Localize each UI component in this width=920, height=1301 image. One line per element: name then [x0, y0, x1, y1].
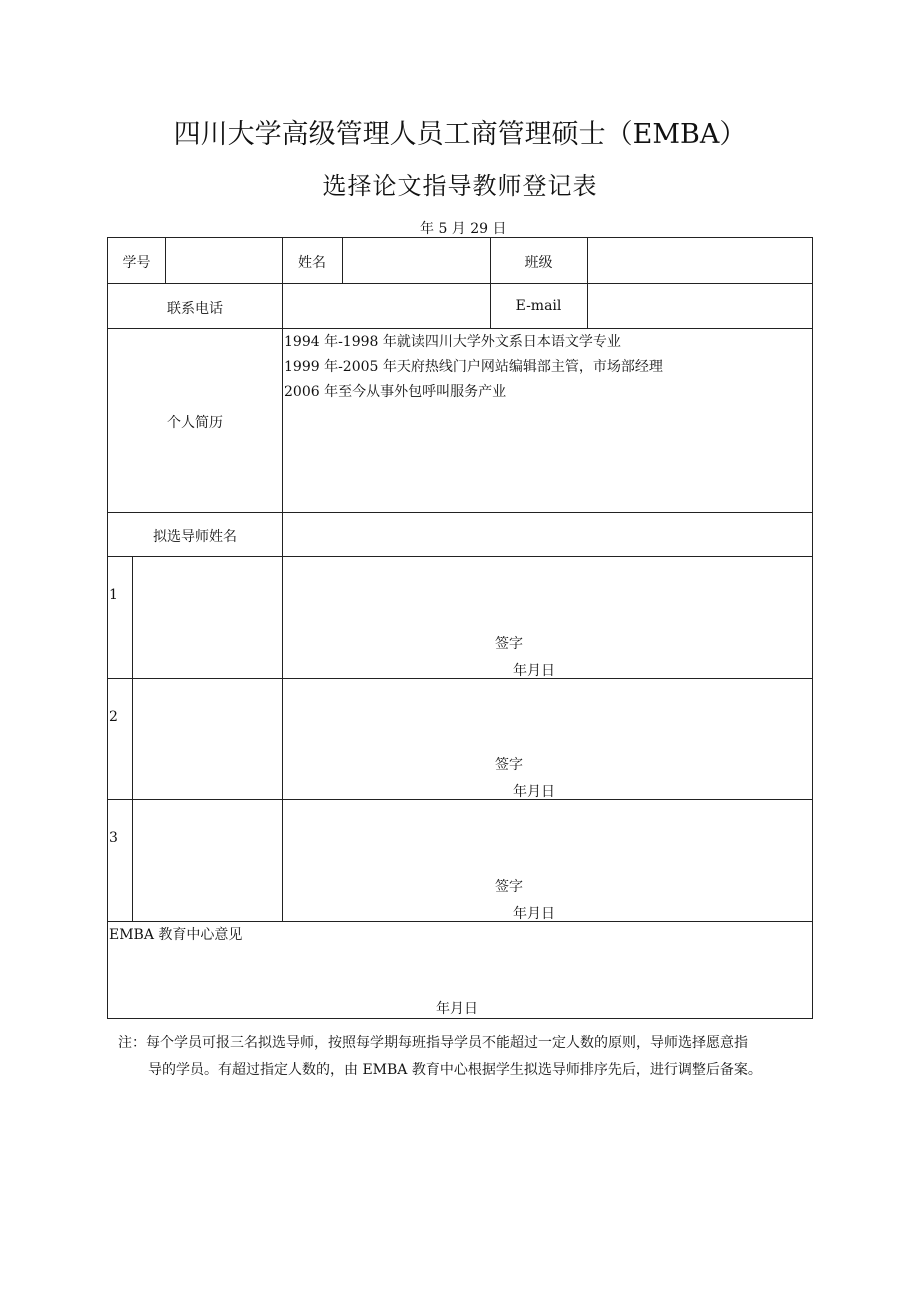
- class-label: 班级: [524, 255, 553, 271]
- choice-number: 1: [109, 587, 118, 603]
- signature-label: 签字: [495, 879, 523, 895]
- resume-line: 2006 年至今从事外包呼叫服务产业: [284, 384, 507, 400]
- footnote-line: 注：每个学员可报三名拟选导师，按照每学期每班指导学员不能超过一定人数的原则，导师选择愿意指: [118, 1035, 748, 1051]
- center-opinion-label: EMBA 教育中心意见: [109, 927, 243, 943]
- name-label: 姓名: [298, 255, 326, 271]
- phone-label: 联系电话: [167, 301, 223, 317]
- col-divider: [587, 238, 588, 328]
- signature-date: 年月日: [513, 784, 555, 800]
- advisor-name-label: 拟选导师姓名: [153, 529, 237, 545]
- footnote: [118, 1030, 818, 1084]
- row-divider: [108, 328, 812, 329]
- resume-label: 个人简历: [167, 415, 223, 431]
- col-divider: [132, 556, 133, 921]
- form-date: 年 5 月 29 日: [420, 221, 507, 237]
- center-opinion-date: 年月日: [436, 1001, 478, 1017]
- row-divider: [108, 921, 812, 922]
- col-divider: [165, 238, 166, 283]
- row-divider: [108, 556, 812, 557]
- signature-label: 签字: [495, 636, 523, 652]
- signature-label: 签字: [495, 757, 523, 773]
- row-divider: [108, 678, 812, 679]
- footnote-line: 导的学员。有超过指定人数的，由 EMBA 教育中心根据学生拟选导师排序先后，进行调整后备案。: [148, 1062, 762, 1078]
- row-divider: [108, 799, 812, 800]
- resume-line: 1999 年-2005 年天府热线门户网站编辑部主管，市场部经理: [284, 359, 663, 375]
- student-id-label: 学号: [122, 255, 151, 271]
- row-divider: [108, 512, 812, 513]
- signature-date: 年月日: [513, 906, 555, 922]
- choice-number: 3: [109, 830, 118, 846]
- col-divider: [282, 328, 283, 921]
- row-divider: [108, 283, 812, 284]
- email-label: E-mail: [515, 298, 562, 314]
- signature-date: 年月日: [513, 663, 555, 679]
- form-subtitle: 选择论文指导教师登记表: [322, 172, 598, 200]
- registration-form-table: [107, 237, 813, 1019]
- col-divider: [342, 238, 343, 283]
- resume-line: 1994 年-1998 年就读四川大学外文系日本语文学专业: [284, 334, 621, 350]
- choice-number: 2: [109, 709, 118, 725]
- form-title: 四川大学高级管理人员工商管理硕士（EMBA）: [173, 119, 747, 150]
